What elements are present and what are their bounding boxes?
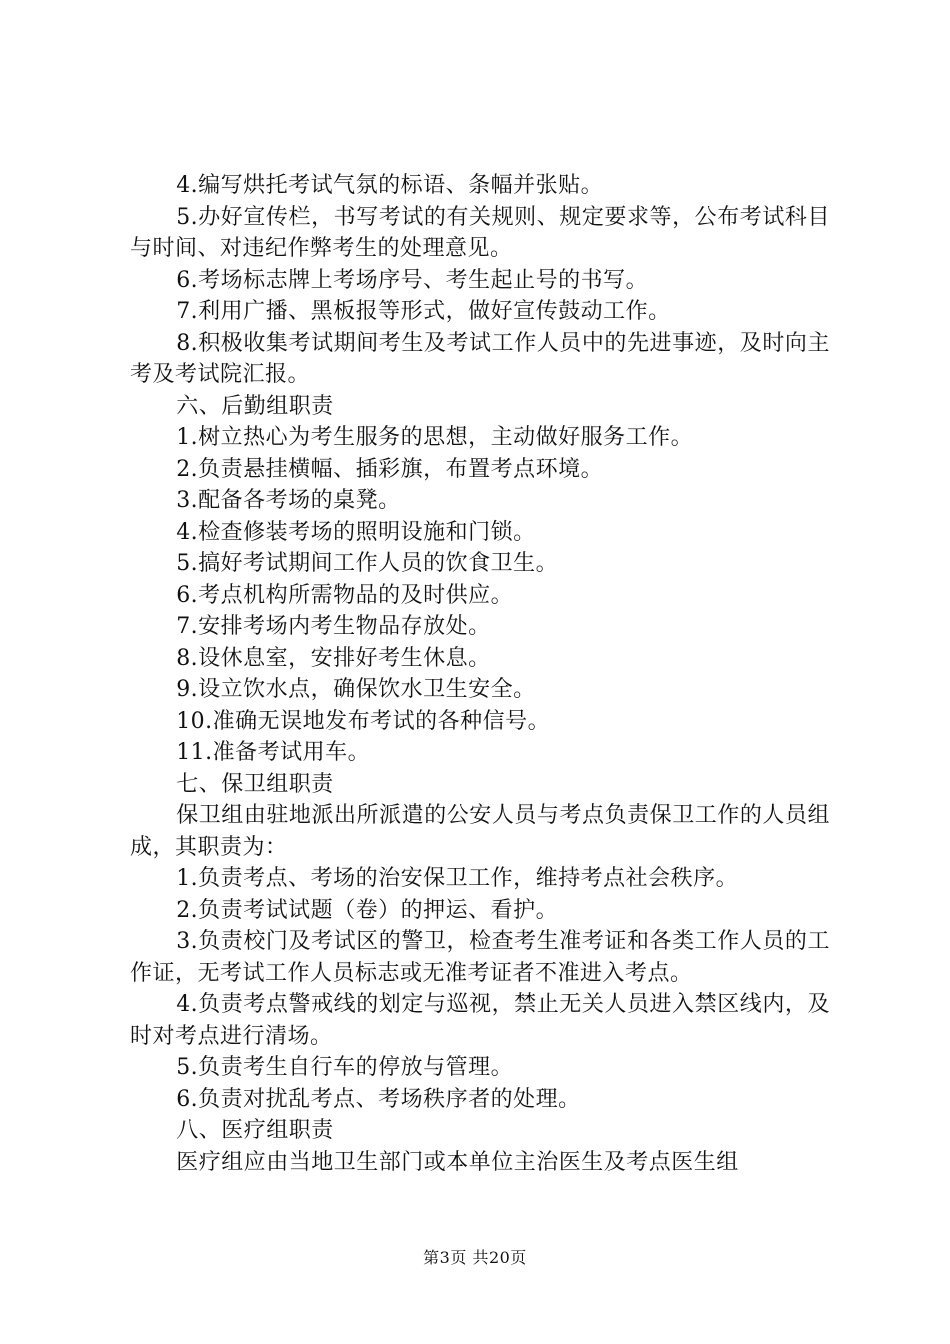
paragraph: 5.负责考生自行车的停放与管理。 (176, 1055, 514, 1080)
paragraph: 3.负责校门及考试区的警卫，检查考生准考证和各类工作人员的工作证，无考试工作人员标志或无准考证者不准进入考点。 (130, 929, 830, 986)
paragraph: 2.负责悬挂横幅、插彩旗，布置考点环境。 (176, 456, 604, 482)
paragraph: 6.负责对扰乱考点、考场秩序者的处理。 (176, 1086, 581, 1112)
section-heading: 七、保卫组职责 (176, 771, 334, 797)
paragraph: 7.利用广播、黑板报等形式，做好宣传鼓动工作。 (176, 299, 671, 324)
paragraph: 6.考场标志牌上考场序号、考生起止号的书写。 (176, 267, 649, 293)
paragraph: 8.设休息室，安排好考生休息。 (176, 645, 491, 671)
section-heading: 八、医疗组职责 (176, 1118, 334, 1143)
paragraph: 4.检查修装考场的照明设施和门锁。 (176, 519, 536, 545)
paragraph: 9.设立饮水点，确保饮水卫生安全。 (176, 677, 536, 702)
paragraph: 8.积极收集考试期间考生及考试工作人员中的先进事迹，及时向主考及考试院汇报。 (130, 330, 830, 387)
document-body (130, 170, 830, 1178)
paragraph: 保卫组由驻地派出所派遣的公安人员与考点负责保卫工作的人员组成，其职责为： (130, 803, 830, 860)
section-heading: 六、后勤组职责 (176, 393, 334, 419)
paragraph: 4.负责考点警戒线的划定与巡视，禁止无关人员进入禁区线内，及时对考点进行清场。 (130, 992, 830, 1049)
page-footer: 第3页 共20页 (423, 1248, 527, 1267)
paragraph: 7.安排考场内考生物品存放处。 (176, 614, 491, 639)
paragraph: 4.编写烘托考试气氛的标语、条幅并张贴。 (176, 173, 604, 198)
paragraph: 6.考点机构所需物品的及时供应。 (176, 582, 514, 608)
paragraph: 10.准确无误地发布考试的各种信号。 (176, 708, 551, 734)
paragraph: 11.准备考试用车。 (176, 740, 371, 765)
paragraph: 5.办好宣传栏，书写考试的有关规则、规定要求等，公布考试科目与时间、对违纪作弊考生的处理意见。 (130, 204, 830, 261)
paragraph: 2.负责考试试题（卷）的押运、看护。 (176, 897, 559, 923)
paragraph: 3.配备各考场的桌凳。 (176, 488, 401, 513)
paragraph: 医疗组应由当地卫生部门或本单位主治医生及考点医生组 (176, 1149, 739, 1175)
paragraph: 5.搞好考试期间工作人员的饮食卫生。 (176, 551, 559, 576)
paragraph: 1.树立热心为考生服务的思想，主动做好服务工作。 (176, 425, 694, 450)
paragraph: 1.负责考点、考场的治安保卫工作，维持考点社会秩序。 (176, 866, 739, 891)
